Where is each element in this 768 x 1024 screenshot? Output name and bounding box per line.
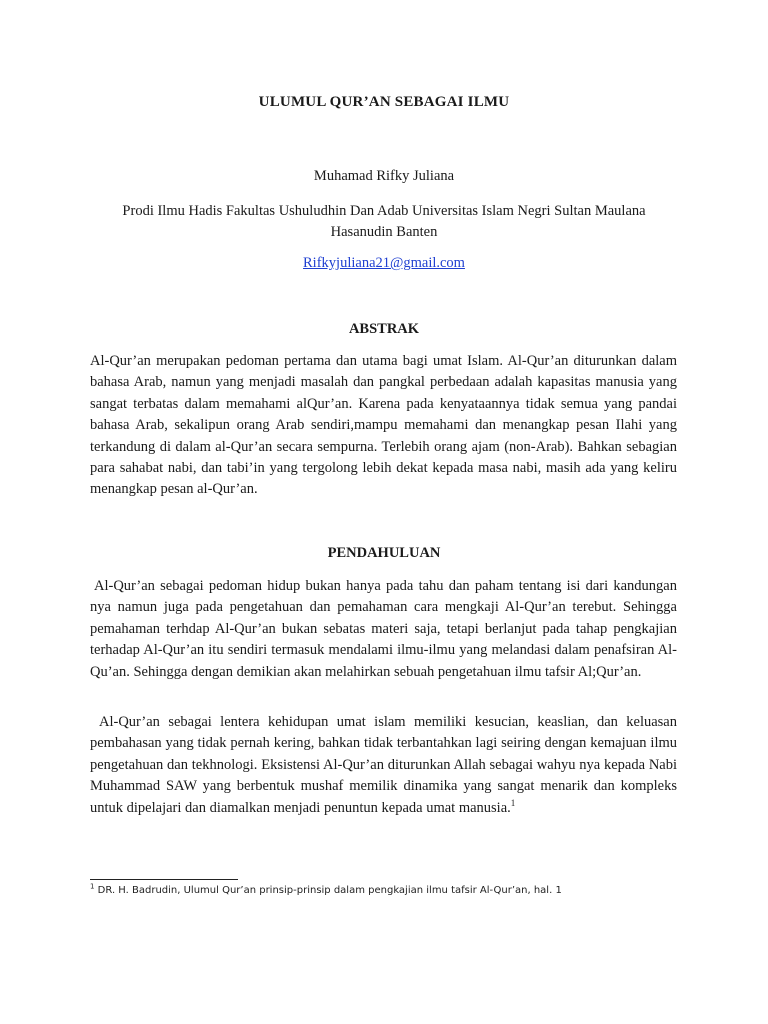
- affiliation-line-2: Hasanudin Banten: [330, 224, 438, 240]
- footnote: [90, 882, 690, 896]
- footnote-text: DR. H. Badrudin, Ulumul Qur’an prinsip-prinsip dalam pengkajian ilmu tafsir Al-Qur’an, hal. 1: [94, 885, 562, 896]
- intro-heading: PENDAHULUAN: [327, 545, 441, 561]
- email-link[interactable]: Rifkyjuliana21@gmail.com: [303, 255, 465, 271]
- footnote-marker: 1: [90, 882, 95, 891]
- abstract-paragraph: Al-Qur’an merupakan pedoman pertama dan utama bagi umat Islam. Al-Qur’an diturunkan dalam bahasa Arab, namun yang menjadi masalah dan pangkal perbedaan adalah kapasitas manusia yang sangat terbatas dalam memahami alQur’an. Karena pada kenyataannya tidak semua yang pandai bahasa Arab, sekalipun orang Arab sendiri,mampu memahami dan menangkap pesan Ilahi yang terkandung di dalam al-Qur’an secara sempurna. Terlebih orang ajam (non-Arab). Bahkan sebagian para sahabat nabi, dan tabi’in yang tergolong lebih dekat kepada masa nabi, masih ada yang keliru menangkap pesan al-Qur’an.: [90, 353, 677, 498]
- paper-title: ULUMUL QUR’AN SEBAGAI ILMU: [258, 94, 510, 110]
- intro-paragraph-2-text: Al-Qur’an sebagai lentera kehidupan umat islam memiliki kesucian, keaslian, dan keluasan pembahasan yang tidak pernah kering, bahkan tidak terbantahkan lagi seiring dengan kemajuan ilmu pengetahuan dan tekhnologi. Eksistensi Al-Qur’an diturunkan Allah sebagai wahyu nya kepada Nabi Muhammad SAW yang berbentuk mushaf memilik dinamika yang sangat menarik dan kompleks untuk dipelajari dan diamalkan menjadi penuntun kepada umat manusia.: [90, 714, 677, 816]
- author-affiliation: [100, 201, 668, 243]
- footnote-reference[interactable]: 1: [510, 797, 516, 808]
- intro-paragraph-2: [90, 712, 677, 819]
- affiliation-line-1: Prodi Ilmu Hadis Fakultas Ushuludhin Dan Adab Universitas Islam Negri Sultan Maulana: [122, 203, 646, 219]
- abstract-heading: ABSTRAK: [348, 321, 420, 337]
- author-name: Muhamad Rifky Juliana: [313, 168, 455, 184]
- footnote-separator: [90, 879, 238, 880]
- author-email: [0, 255, 768, 272]
- intro-paragraph-1: Al-Qur’an sebagai pedoman hidup bukan hanya pada tahu dan paham tentang isi dari kandungan nya namun juga pada pengetahuan dan pemahaman cara mengkaji Al-Qur’an terebut. Sehingga pemahaman terhdap Al-Qur’an bukan sebatas materi saja, tetapi berlanjut pada tahap pengkajian terhadap Al-Qur’an itu sendiri termasuk mendalami ilmu-ilmu yang melandasi dalam penafsiran Al-Qu’an. Sehingga dengan demikian akan melahirkan sebuah pengetahuan ilmu tafsir Al;Qur’an.: [90, 578, 677, 680]
